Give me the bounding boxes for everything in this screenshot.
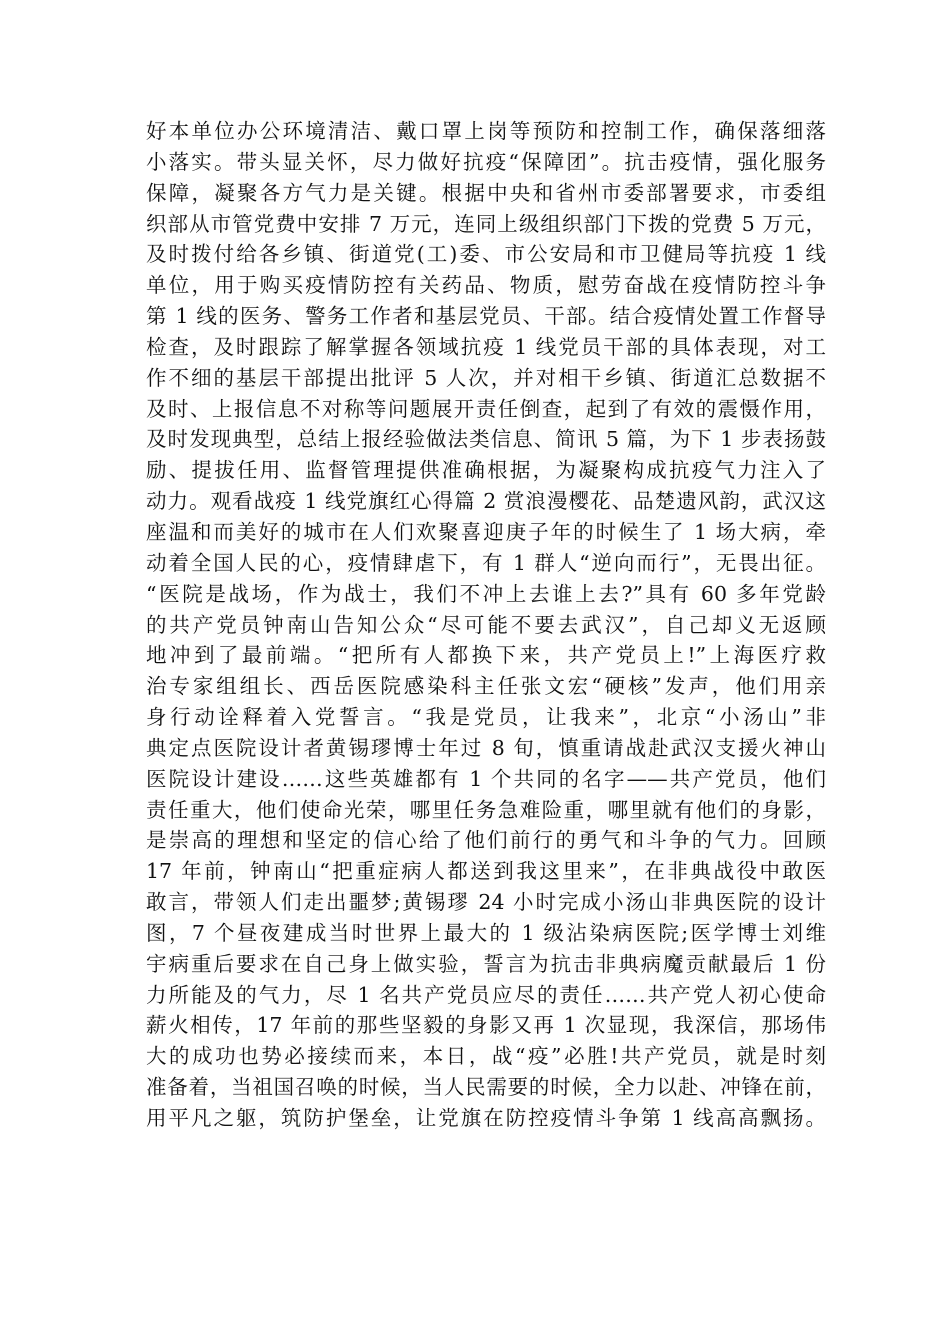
text-line: 保障，凝聚各方气力是关键。根据中央和省州市委部署要求，市委组	[146, 180, 826, 205]
text-line: 检查，及时跟踪了解掌握各领域抗疫 1 线党员干部的具体表现，对工	[146, 334, 826, 359]
text-line: 织部从市管党费中安排 7 万元，连同上级组织部门下拨的党费 5 万元，	[146, 211, 826, 236]
text-line: 医院设计建设……这些英雄都有 1 个共同的名字——共产党员，他们	[146, 766, 826, 791]
text-line: 励、提拔任用、监督管理提供准确根据，为凝聚构成抗疫气力注入了	[146, 458, 826, 483]
text-line: 力所能及的气力，尽 1 名共产党员应尽的责任……共产党人初心使命	[146, 982, 826, 1007]
text-line: 的共产党员钟南山告知公众“尽可能不要去武汉”，自己却义无返顾	[146, 612, 826, 637]
body-paragraph	[146, 116, 826, 1134]
text-line: 及时拨付给各乡镇、街道党(工)委、市公安局和市卫健局等抗疫 1 线	[146, 242, 826, 267]
text-line: 大的成功也势必接续而来，本日，战“疫”必胜!共产党员，就是时刻	[146, 1044, 826, 1069]
text-line: 用平凡之躯，筑防护堡垒，让党旗在防控疫情斗争第 1 线高高飘扬。	[146, 1106, 826, 1130]
text-line: 座温和而美好的城市在人们欢聚喜迎庚子年的时候生了 1 场大病，牵	[146, 519, 826, 544]
text-line: 薪火相传，17 年前的那些坚毅的身影又再 1 次显现，我深信，那场伟	[146, 1013, 826, 1038]
text-line: 责任重大，他们使命光荣，哪里任务急难险重，哪里就有他们的身影，	[146, 797, 826, 822]
text-line: 治专家组组长、西岳医院感染科主任张文宏“硬核”发声，他们用亲	[146, 674, 826, 699]
text-line: 动着全国人民的心，疫情肆虐下，有 1 群人“逆向而行”，无畏出征。	[146, 550, 826, 575]
text-line: 及时发现典型，总结上报经验做法类信息、简讯 5 篇，为下 1 步表扬鼓	[146, 427, 826, 452]
text-line: 身行动诠释着入党誓言。“我是党员，让我来”，北京“小汤山”非	[146, 705, 826, 730]
text-line: 图，7 个昼夜建成当时世界上最大的 1 级沾染病医院;医学博士刘维	[146, 920, 826, 945]
text-line: 及时、上报信息不对称等问题展开责任倒查，起到了有效的震慑作用，	[146, 396, 826, 421]
text-line: 宇病重后要求在自己身上做实验，誓言为抗击非典病魔贡献最后 1 份	[146, 951, 826, 976]
text-line: 作不细的基层干部提出批评 5 人次，并对相干乡镇、街道汇总数据不	[146, 365, 826, 390]
text-line: “医院是战场，作为战士，我们不冲上去谁上去?”具有 60 多年党龄	[146, 581, 826, 606]
text-line: 地冲到了最前端。“把所有人都换下来，共产党员上!”上海医疗救	[146, 643, 826, 668]
text-line: 敢言，带领人们走出噩梦;黄锡璆 24 小时完成小汤山非典医院的设计	[146, 890, 826, 915]
text-line: 准备着，当祖国召唤的时候，当人民需要的时候，全力以赴、冲锋在前，	[146, 1075, 826, 1100]
text-line: 是崇高的理想和坚定的信心给了他们前行的勇气和斗争的气力。回顾	[146, 828, 826, 853]
text-line: 动力。观看战疫 1 线党旗红心得篇 2 赏浪漫樱花、品楚遗风韵，武汉这	[146, 489, 826, 514]
text-line: 小落实。带头显关怀，尽力做好抗疫“保障团”。抗击疫情，强化服务	[146, 149, 826, 174]
text-line: 好本单位办公环境清洁、戴口罩上岗等预防和控制工作，确保落细落	[146, 119, 826, 143]
text-line: 17 年前，钟南山“把重症病人都送到我这里来”，在非典战役中敢医	[146, 859, 826, 884]
text-line: 单位，用于购买疫情防控有关药品、物质，慰劳奋战在疫情防控斗争	[146, 273, 826, 298]
text-line: 第 1 线的医务、警务工作者和基层党员、干部。结合疫情处置工作督导	[146, 304, 826, 329]
text-line: 典定点医院设计者黄锡璆博士年过 8 旬，慎重请战赴武汉支援火神山	[146, 735, 826, 760]
